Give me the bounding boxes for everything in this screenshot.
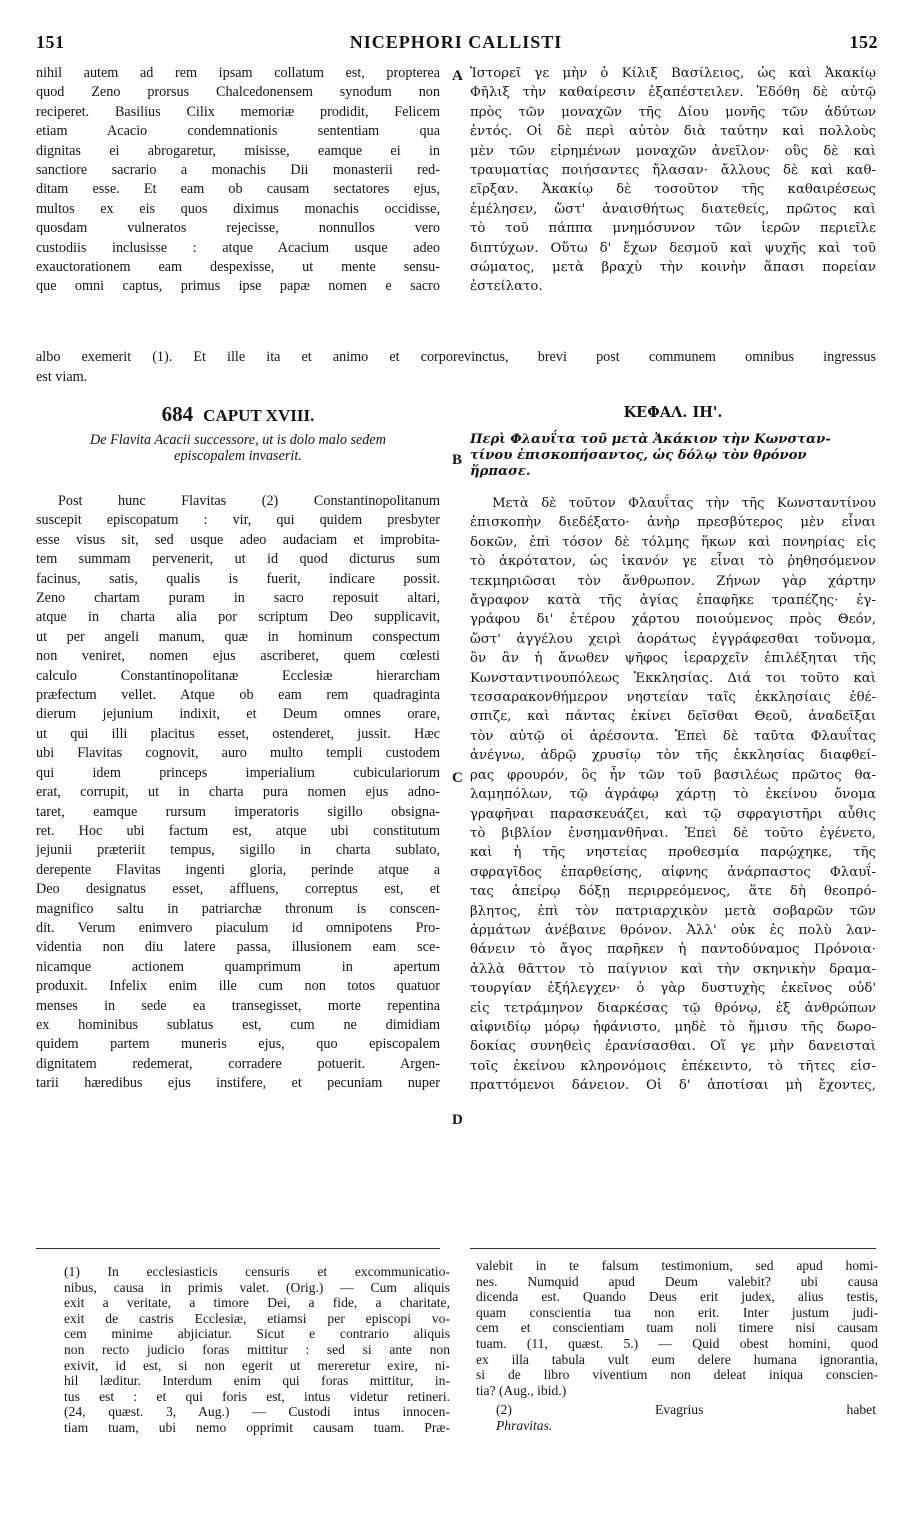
text-line: custodiis inclusisse : atque Acacium usque adeo	[36, 239, 440, 256]
text-line: τὸν αὐτῷ οἱ ἀρέσοντα. Ἐπεὶ δὲ ταῦτα Φλαυΐτας	[470, 728, 876, 744]
margin-letter-a: A	[452, 68, 463, 84]
text-line: Deo designatus esset, affluens, correptus est, et	[36, 881, 440, 898]
text-line: τας ἀπείρῳ δόξῃ περιρρεόμενος, ἅτε δὴ θεοπρό-	[470, 884, 876, 900]
text-line: sanctiore sacrario a monachis Dii monasterii red-	[36, 162, 440, 179]
text-line: tiam tuam, ubi nemo opprimit causam tuam. Præ-	[64, 1419, 450, 1435]
text-line: ex illa tabula vult eum delere humana ignorantia,	[476, 1351, 878, 1367]
text-line: quosdam vulneratos rejecisse, nonnullos vero	[36, 220, 440, 237]
running-title: NICEPHORI CALLISTI	[349, 32, 563, 52]
shared-line-greek: vinctus, brevi post communem omnibus ingressus	[464, 349, 876, 365]
text-line: atque in charta alia por scriptum Deo supplicavit,	[36, 609, 440, 626]
text-line: θάνειν τὸ ἄγος παρῆκεν ἡ παντοδύναμος Πρόνοια·	[470, 942, 876, 958]
text-line: ἥρπασε.	[470, 464, 531, 479]
text-line: εῖρξαν. Ἀκακίῳ δὲ τοσοῦτον τῆς καθαιρέσεως	[470, 182, 876, 198]
text-line: De Flavita Acacii successore, ut is dolo malo sedem	[90, 432, 386, 448]
text-line: si de libro viventium non deleat iniqua conscien-	[476, 1367, 878, 1383]
text-line: ἐπισκοπὴν διεδέξατο· ἀνὴρ πρεσβύτερος μὲν εἶναι	[470, 515, 876, 531]
text-line: Μετὰ δὲ τοῦτον Φλαυΐτας τὴν τῆς Κωνσταντίνου	[492, 496, 876, 511]
text-line: τραυματίας ποιήσαντες ἤλασαν· ἄλλους δὲ καὶ καθ-	[470, 163, 876, 179]
text-line: dicenda est. Quando Deus erit judex, alius testis,	[476, 1289, 878, 1305]
text-line: jejunii præteriit tempus, sigillo in charta sublato,	[36, 842, 440, 859]
text-line: produxit. Infelix enim ille cum non totos quatuor	[36, 978, 440, 995]
text-line: ἁρμάτων ἀνέβαινε θρόνον. Ἀλλ' οὐκ ἐς πολὺ λαν-	[470, 922, 876, 938]
text-line: σώματος, μετὰ βραχὺ τὴν κοινὴν ἅπασι πορείαν	[470, 260, 876, 276]
text-line: facinus, satis, qualis is fuerit, indicare possit.	[36, 570, 440, 587]
margin-letter-c: C	[452, 770, 463, 786]
text-line: ex hominibus sublatus est, cum ne dimidiam	[36, 1016, 440, 1033]
text-line: ρας φρουρόν, ὃς ἦν τῶν τοῦ βασιλέως πρῶτος θα-	[470, 767, 876, 783]
text-line: dignitas ei abrogaretur, misisse, eamque ei in	[36, 142, 440, 159]
text-line: esse visus sit, sed usque adeo audaciam et improbita-	[36, 531, 440, 548]
text-line: λαμηπόλων, τῷ ἀγράφῳ χάρτῃ τὸ ἐκείνου ὄνομα	[470, 787, 876, 803]
text-line: derepente Flavitas ingenti gloria, perinde atque a	[36, 861, 440, 878]
text-line: tuam. (11, quæst. 5.) — Quid obest homini, quod	[476, 1335, 878, 1351]
text-line: ἐμέλησεν, ὥστ' ἀναισθήτως διατεθείς, πρῶτος καὶ	[470, 201, 876, 217]
text-line: καὶ ἡ τῆς νηστείας προθεσμία παρῴχηκε, τῆς	[470, 845, 876, 861]
text-line: tia? (Aug., ibid.)	[476, 1382, 567, 1398]
text-line: αἰφνιδίῳ μόρῳ ἠφάνιστο, μηδὲ τὸ ἥμισυ τῆς δωρο-	[470, 1019, 876, 1035]
text-line: non recto judicio foras mittitur : sed si ante non	[64, 1341, 450, 1357]
text-line: non veniret, nomen ejus ascriberet, quem cœlesti	[36, 648, 440, 665]
text-line: γράφου δι' ἑτέρου χάρτου ποιούμενος πρὸς Θεόν,	[470, 612, 876, 628]
text-line: τὸ βιβλίον ἐνσημανθῆναι. Ἐπεὶ δὲ τοῦτο ἐγένετο,	[470, 825, 876, 841]
greek-body-text	[470, 494, 876, 1096]
text-line: dit. Verum enimvero piaculum id omnipotens Pro-	[36, 919, 440, 936]
text-line: tem summam pervenerit, ut id quod dicturus sum	[36, 551, 440, 568]
text-line: πρὸς τῶν μοναχῶν τῆς Δίου μονῆς τῶν ἀδύτων	[470, 104, 876, 120]
text-line: ubi Flavitas cognovit, auro multo templi custodem	[36, 745, 440, 762]
text-line: hil læditur. Interdum enim qui foras mittitur, in-	[64, 1373, 450, 1389]
greek-top-text	[470, 64, 876, 297]
right-page-number: 152	[849, 32, 878, 52]
text-line: ὃν ἂν ἡ ἄνωθεν ψῆφος ἱεραρχεῖν ἐπιλέξηται τῆς	[470, 651, 876, 667]
text-line: ἐστείλατο.	[470, 279, 543, 295]
text-line: τὸ ἀκρότατον, ὡς ἱκανόν γε εἶναι τὸ ῥηθησόμενον	[470, 554, 876, 570]
text-line: Φῆλιξ τὴν καθαίρεσιν ἐξαπέστειλεν. Ἐδόθη δὲ αὐτῷ	[470, 85, 876, 101]
text-line: reciperet. Basilius Cilix memoriæ prodidit, Felicem	[36, 103, 440, 120]
text-line: magnifico saltu in patriarchæ thronum is conscen-	[36, 900, 440, 917]
text-line: Zeno chartam puram in sacro reposuit altari,	[36, 590, 440, 607]
text-line: ἀλλὰ θᾶττον τὸ παίγνιον καὶ τὴν σκηνικὴν δραμα-	[470, 961, 876, 977]
text-line: μὲν τῶν εἰρημένων μοναχῶν ἀνεῖλον· οὓς δὲ καὶ	[470, 143, 876, 159]
text-line: quod Zeno prorsus Chalcedonensem synodum non	[36, 84, 440, 101]
text-line: τὸ τοῦ πάππα μνημόσυνον τῶν ἱερῶν περιεῖλε	[470, 221, 876, 237]
text-line: præfectum vellet. Atque ob eam rem quadraginta	[36, 687, 440, 704]
latin-body-text	[36, 492, 440, 1094]
text-line: tarii hæredibus ejus instifere, et pecuniam nuper	[36, 1075, 440, 1092]
text-line: nes. Numquid apud Deum valebit? ubi causa	[476, 1273, 878, 1289]
text-line: εἰς τετράμηνον διαρκέσας τῷ θρόνῳ, ἐξ ἀνθρώπων	[470, 1000, 876, 1016]
latin-top-text	[36, 64, 440, 297]
footnote-1-continued	[476, 1258, 878, 1398]
text-line: calculo Constantinopolitanæ Ecclesiæ hierarcham	[36, 667, 440, 684]
text-line: exit de castris Ecclesiæ, etiamsi per episcopi vo-	[64, 1310, 450, 1326]
text-line: Κωνσταντινουπόλεως Ἐκκλησίας. Διά τοι τοῦτο καὶ	[470, 670, 876, 686]
text-line: τοῖς ἐκείνου κληρονόμοις ἐπέκειντο, τὸ τῆτες εἰσ-	[470, 1058, 876, 1074]
text-line: Περὶ Φλαυΐτα τοῦ μετὰ Ἀκάκιον τὴν Κωνσταν-	[470, 432, 831, 447]
text-line: episcopalem invaserit.	[174, 448, 302, 464]
text-line: σπιζε, καὶ πάντας ἐκίνει δεῖσθαι Θεοῦ, ἀναδεῖξαι	[470, 709, 876, 725]
footnote-2-text: (2) Evagrius habet	[496, 1402, 876, 1417]
text-line: ditam esse. Et eam ob causam sectatores ejus,	[36, 181, 440, 198]
text-line: ἄγραφον κατὰ τῆς ἁγίας ἐπαφῆκε τραπέζης· ἐγ-	[470, 593, 876, 609]
text-line: (24, quæst. 3, Aug.) — Custodi intus innocen-	[64, 1404, 450, 1420]
text-line: valebit in te falsum testimonium, sed apud homi-	[476, 1258, 878, 1273]
text-line: videntia non diu latere passa, illusionem eam sce-	[36, 939, 440, 956]
text-line: dignitatem redemerat, corradere potuerit. Argen-	[36, 1055, 440, 1072]
text-line: exauctorationem eam despexisse, ut mente sensu-	[36, 259, 440, 276]
text-line: τεκμηριῶσαι τὸν ἄνθρωπον. Ζήνων γὰρ χάρτην	[470, 573, 876, 589]
text-line: ὥστ' ἀγγέλου χειρὶ ἀοράτως ἐγγράφεσθαι τοὔνομα,	[470, 631, 876, 647]
footnote-rule-left	[36, 1248, 440, 1249]
text-line: (1) In ecclesiasticis censuris et excommunicatio-	[64, 1264, 450, 1279]
text-line: τεσσαρακονθήμερον νηστείαν ταῖς ἐκκλησίαις ἐθέ-	[470, 690, 876, 706]
margin-letter-b: B	[452, 452, 463, 468]
text-line: ἀνέγνω, ἀδρῷ χρυσίῳ τὸν τῆς ἐκκλησίας διαφθεί-	[470, 748, 876, 764]
latin-top-end: est viam.	[36, 369, 88, 385]
left-page-number: 151	[36, 32, 65, 52]
text-line: multos ex eis quos diximus monachis occidisse,	[36, 200, 440, 217]
text-line: suscepit episcopatum : vir, qui quidem presbyter	[36, 512, 440, 529]
text-line: δοκῶν, ἐπὶ τόσον δὲ τόλμης ἥκων καὶ πονηρίας εἰς	[470, 534, 876, 550]
text-line: erat, corrupit, ut in charta pura nomen ejus adno-	[36, 784, 440, 801]
latin-caput: CAPUT XVIII.	[203, 406, 315, 425]
text-line: qui idem princeps imperialium cubiculariorum	[36, 764, 440, 781]
text-line: exivit, id est, si non egerit ut mereretur exire, ni-	[64, 1357, 450, 1373]
text-line: menses in sede ea transegisset, morte repentina	[36, 997, 440, 1014]
footnote-2-name: Phravitas.	[496, 1417, 553, 1433]
text-line: γραφῆναι παρασκευάζει, καὶ τῷ σφραγιστῆρι αὖθις	[470, 806, 876, 822]
footnote-2	[496, 1402, 876, 1433]
shared-line-latin: albo exemerit (1). Et ille ita et animo et corpore	[36, 349, 464, 365]
chapter-number: 684	[161, 402, 194, 426]
footnote-1	[64, 1264, 450, 1436]
text-line: nicamque actionem quamprimum in apertum	[36, 958, 440, 975]
text-line: quam conscientia tua non erit. Inter justum judi-	[476, 1304, 878, 1320]
greek-chapter-summary	[470, 432, 876, 480]
greek-chapter-heading: ΚΕΦΑΛ. ΙΗ'.	[623, 404, 723, 421]
text-line: πραττόμενοι δάνειον. Οἱ δ' ἀποτίσαι μὴ ἔχοντες,	[470, 1078, 876, 1094]
text-line: quidem partem muneris ejus, quo episcopalem	[36, 1036, 440, 1053]
text-line: que omni captus, primus ipse papæ nomen e sacro	[36, 278, 440, 295]
text-line: διπτύχων. Οὕτω δ' ἔχων δεσμοῦ καὶ ψυχῆς καὶ τοῦ	[470, 240, 876, 256]
latin-chapter-summary	[36, 432, 440, 464]
text-line: σφραγῖδος ἐπαρθείσης, αἰφνης ἀνάρπαστος Φλαυΐ-	[470, 864, 876, 880]
text-line: Ἱστορεῖ γε μὴν ὁ Κίλιξ Βασίλειος, ὡς καὶ Ἀκακίῳ	[470, 66, 876, 81]
text-line: nihil autem ad rem ipsam collatum est, propterea	[36, 65, 440, 81]
text-line: Post hunc Flavitas (2) Constantinopolitanum	[58, 493, 440, 509]
text-line: ret. Hoc ubi factum est, atque ubi constitutum	[36, 822, 440, 839]
text-line: exit a veritate, a timore Dei, a fide, a charitate,	[64, 1295, 450, 1311]
text-line: nibus, causa in primis valet. (Orig.) — Cum aliquis	[64, 1279, 450, 1295]
text-line: ut per angeli manum, quæ in hominum conspectum	[36, 628, 440, 645]
text-line: τουργίαν ἐξήλεγχεν· ὁ γὰρ δυστυχὴς ἐκεῖνος οὐδ'	[470, 981, 876, 997]
text-line: τίνου ἐπισκοπήσαντος, ὡς δόλῳ τὸν θρόνον	[470, 448, 807, 463]
text-line: δοκίας συνηθεὶς ἐρανίσασθαι. Οἵ γε μὴν δανεισταὶ	[470, 1039, 876, 1055]
text-line: βλητος, ἐπὶ τὸν πατριαρχικὸν μετὰ σοβαρῶν τῶν	[470, 903, 876, 919]
text-line: ut qui illi placitus esset, ostenderet, jussit. Hæc	[36, 725, 440, 742]
text-line: ἐντός. Οἱ δὲ περὶ αὐτὸν διὰ ταύτην καὶ πολλοὺς	[470, 124, 876, 140]
text-line: tus est : et qui foris est, intus videtur retineri.	[64, 1388, 450, 1404]
latin-chapter-heading	[36, 402, 440, 427]
text-line: cem et conscientiam tuam noli timere nisi causam	[476, 1320, 878, 1336]
text-line: taret, eamque rursum imperatoris sigillo obsigna-	[36, 803, 440, 820]
text-line: dierum jejunium indixit, et Deum omnes orare,	[36, 706, 440, 723]
footnote-rule-right	[470, 1248, 876, 1249]
margin-letter-d: D	[452, 1112, 463, 1128]
text-line: cem minime abjiciatur. Sicut e contrario aliquis	[64, 1326, 450, 1342]
text-line: etiam Acacio condemnationis sententiam qua	[36, 123, 440, 140]
